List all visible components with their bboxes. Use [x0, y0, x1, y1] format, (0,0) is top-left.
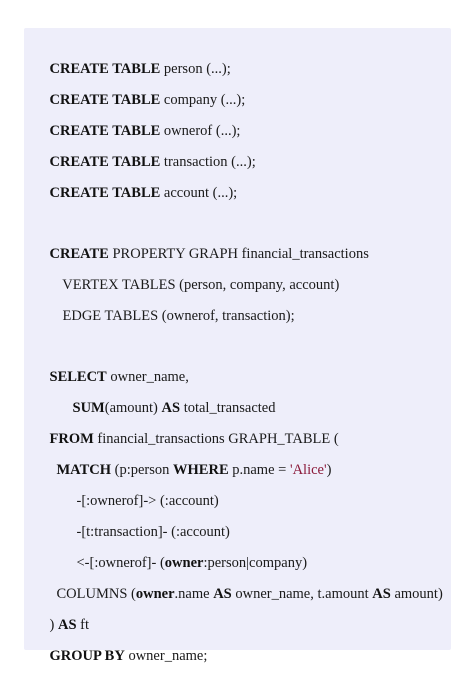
code-text: VERTEX TABLES (person, company, account) [62, 277, 340, 293]
code-text: company (...); [160, 92, 246, 108]
keyword: CREATE TABLE [49, 123, 161, 139]
code-panel [24, 28, 451, 664]
code-text: person (...); [160, 61, 231, 77]
code-line-create-table-ownerof [35, 98, 241, 139]
keyword: AS [372, 586, 391, 602]
code-text: ownerof (...); [160, 123, 241, 139]
keyword: GROUP BY [49, 648, 125, 664]
code-text: ) [49, 617, 58, 633]
code-text: owner_name; [124, 648, 208, 664]
code-line-sum [58, 375, 276, 416]
code-line-create-table-person [35, 36, 231, 77]
keyword: MATCH [56, 462, 112, 478]
code-text: ) [326, 462, 332, 478]
code-text: owner_name, t.amount [231, 586, 373, 602]
code-text: owner_name, [106, 369, 189, 385]
keyword: SELECT [49, 369, 107, 385]
code-line-create-table-account [35, 160, 238, 201]
code-line-as-ft [35, 592, 89, 633]
keyword: CREATE [49, 246, 109, 262]
code-line-vertex-tables [48, 252, 340, 293]
code-line-owner-node [62, 530, 308, 571]
keyword: owner [164, 555, 204, 571]
code-line-create-property-graph [35, 221, 369, 262]
keyword: AS [57, 617, 77, 633]
keyword: FROM [49, 431, 94, 447]
code-line-select [35, 344, 189, 385]
keyword: CREATE TABLE [49, 61, 161, 77]
keyword: owner [135, 586, 175, 602]
code-text: :person|company) [203, 555, 308, 571]
code-text: COLUMNS ( [56, 586, 136, 602]
code-text: <-[:ownerof]- ( [76, 555, 165, 571]
code-text: .name [174, 586, 214, 602]
code-text: ft [76, 617, 89, 633]
code-line-from [35, 406, 339, 447]
keyword: AS [161, 400, 181, 416]
string-literal: 'Alice' [289, 462, 327, 478]
code-text: PROPERTY GRAPH financial_transactions [108, 246, 369, 262]
code-line-create-table-company [35, 67, 246, 108]
code-text: (amount) [104, 400, 162, 416]
code-line-create-table-transaction [35, 129, 256, 170]
code-text: amount) [390, 586, 443, 602]
code-line-columns [42, 561, 443, 602]
code-line-transaction-edge [62, 499, 230, 540]
code-text: financial_transactions GRAPH_TABLE ( [93, 431, 339, 447]
keyword: CREATE TABLE [49, 92, 161, 108]
keyword: CREATE TABLE [49, 154, 161, 170]
code-text: transaction (...); [160, 154, 256, 170]
code-text: -[:ownerof]-> (:account) [76, 493, 219, 509]
code-text: (p:person [111, 462, 174, 478]
code-line-match [42, 437, 332, 478]
code-line-edge-tables [48, 283, 295, 324]
code-text: -[t:transaction]- (:account) [76, 524, 230, 540]
code-line-ownerof-edge [62, 468, 219, 509]
keyword: WHERE [173, 462, 229, 478]
code-text: EDGE TABLES (ownerof, transaction); [62, 308, 295, 324]
code-line-group-by [35, 623, 208, 664]
keyword: SUM [72, 400, 105, 416]
keyword: CREATE TABLE [49, 185, 161, 201]
code-text: account (...); [160, 185, 238, 201]
keyword: AS [213, 586, 232, 602]
code-text: total_transacted [180, 400, 276, 416]
code-text: p.name = [228, 462, 290, 478]
